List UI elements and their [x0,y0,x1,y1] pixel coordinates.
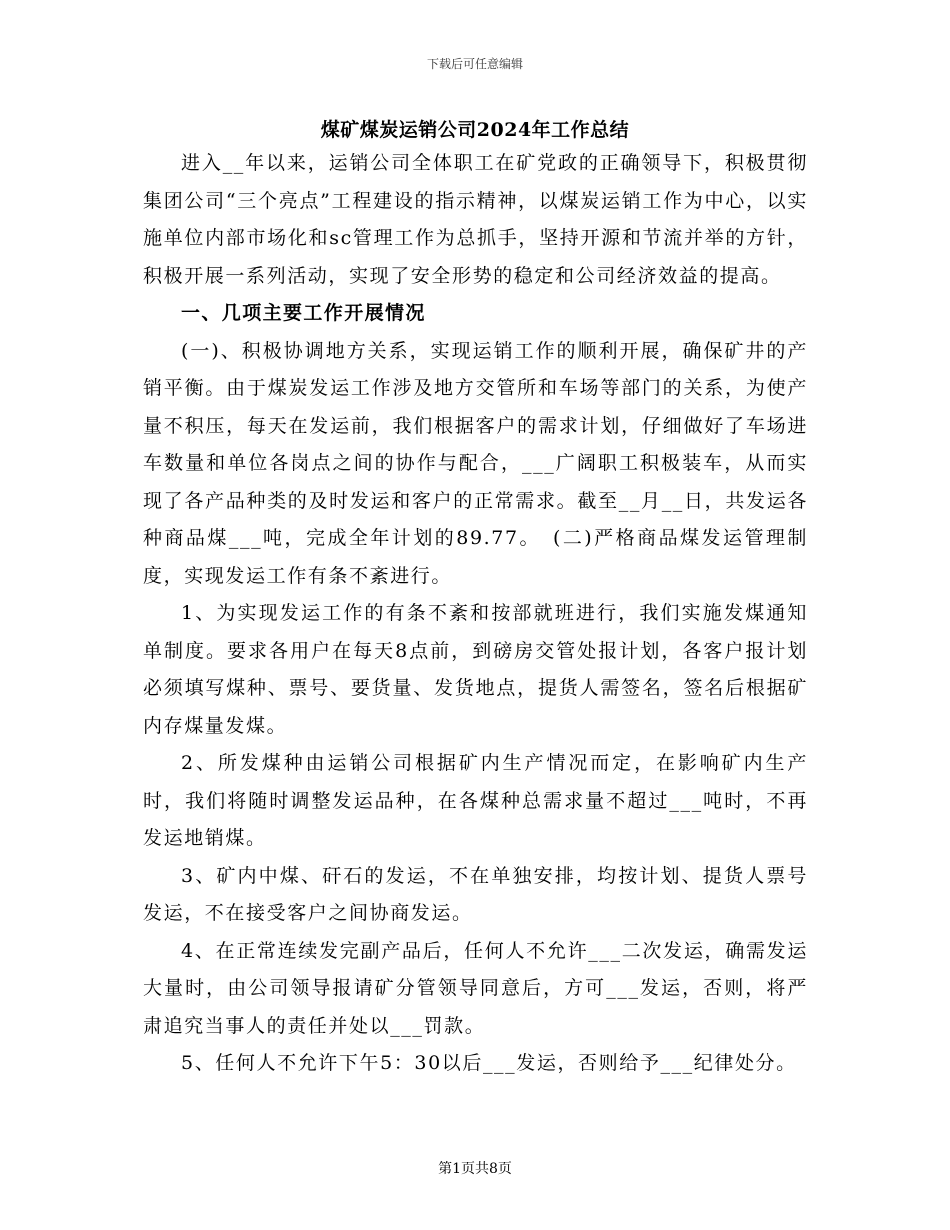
paragraph-item-6: 5、任何人不允许下午5：30以后___发运，否则给予___纪律处分。 [181,1052,797,1074]
paragraph-item-1: (一)、积极协调地方关系，实现运销工作的顺利开展，确保矿井的产销平衡。由于煤炭发运工作涉及地方交管所和车场等部门的关系，为使产量不积压，每天在发运前，我们根据客户的需求计划，仔细做好了车场进车数量和单位各岗点之间的协作与配合，___广阔职工积极装车，从而实现了各产品种类的及时发运和客户的正常需求。截至__月__日，共发运各种商品煤___吨，完成全年计划的89.77。 (二)严格商品煤发运管理制度，实现发运工作有条不紊进行。 [143,339,808,587]
paragraph-item-2: 1、为实现发运工作的有条不紊和按部就班进行，我们实施发煤通知单制度。要求各用户在每天8点前，到磅房交管处报计划，各客户报计划必须填写煤种、票号、要货量、发货地点，提货人需签名，签名后根据矿内存煤量发煤。 [143,602,808,737]
paragraph-item-4: 3、矿内中煤、矸石的发运，不在单独安排，均按计划、提货人票号发运，不在接受客户之间协商发运。 [143,864,808,924]
document-title: 煤矿煤炭运销公司2024年工作总结 [320,119,630,141]
intro-paragraph: 进入__年以来，运销公司全体职工在矿党政的正确领导下，积极贯彻集团公司“三个亮点”工程建设的指示精神，以煤炭运销工作为中心，以实施单位内部市场化和sc管理工作为总抓手，坚持开源和节流并举的方针，积极开展一系列活动，实现了安全形势的稳定和公司经济效益的提高。 [143,152,808,287]
page-number-footer: 第1页共8页 [438,1161,512,1177]
section-heading: 一、几项主要工作开展情况 [181,302,426,324]
paragraph-item-3: 2、所发煤种由运销公司根据矿内生产情况而定，在影响矿内生产时，我们将随时调整发运品种，在各煤种总需求量不超过___吨时，不再发运地销煤。 [143,752,808,849]
paragraph-item-5: 4、在正常连续发完副产品后，任何人不允许___二次发运，确需发运大量时，由公司领导报请矿分管领导同意后，方可___发运，否则，将严肃追究当事人的责任并处以___罚款。 [143,939,808,1037]
document-body [143,145,808,1083]
page-header-note: 下载后可任意编辑 [426,57,523,71]
